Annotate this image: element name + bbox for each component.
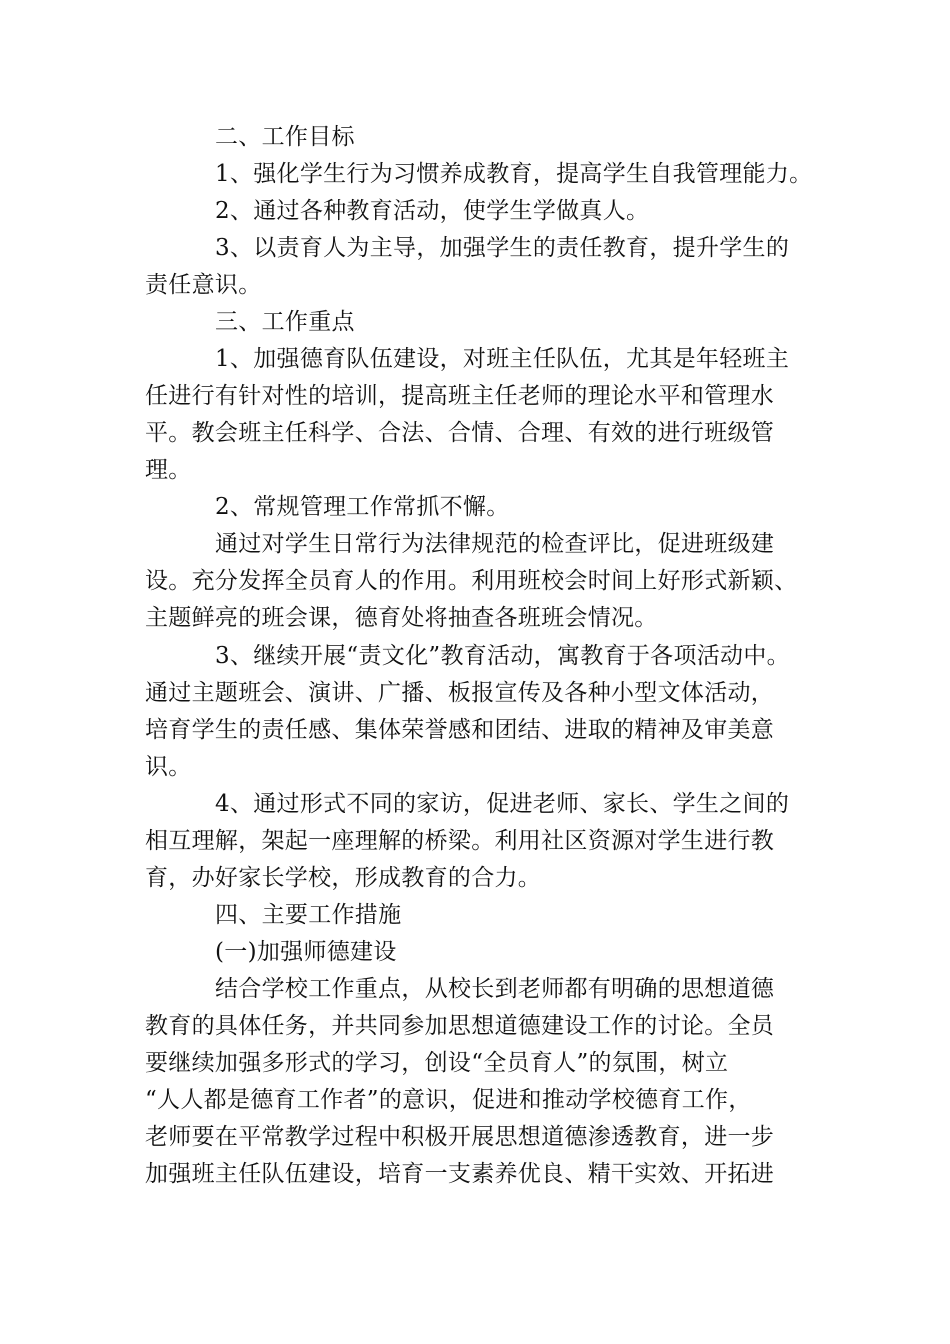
section-heading-goals: 二、工作目标 [215,124,355,150]
paragraph-line: 老师要在平常教学过程中积极开展思想道德渗透教育，进一步 [145,1124,775,1150]
paragraph-line: 要继续加强多形式的学习，创设“全员育人”的氛围，树立 [145,1050,729,1076]
section-heading-measures: 四、主要工作措施 [215,902,402,928]
paragraph-line: 3、以责育人为主导，加强学生的责任教育，提升学生的 [215,235,790,261]
paragraph-line: 2、通过各种教育活动，使学生学做真人。 [215,198,650,224]
subsection-heading: (一)加强师德建设 [215,939,397,965]
paragraph-line: 理。 [145,457,192,483]
paragraph-line: 1、加强德育队伍建设，对班主任队伍，尤其是年轻班主 [215,346,790,372]
paragraph-line: 1、强化学生行为习惯养成教育，提高学生自我管理能力。 [215,161,813,187]
paragraph-line: 结合学校工作重点，从校长到老师都有明确的思想道德 [215,976,775,1002]
paragraph-line: 主题鲜亮的班会课，德育处将抽查各班班会情况。 [145,605,658,631]
paragraph-line: 平。教会班主任科学、合法、合情、合理、有效的进行班级管 [145,420,775,446]
paragraph-line: 育，办好家长学校，形成教育的合力。 [145,865,542,891]
paragraph-line: 4、通过形式不同的家访，促进老师、家长、学生之间的 [215,791,790,817]
paragraph-line: 教育的具体任务，并共同参加思想道德建设工作的讨论。全员 [145,1013,775,1039]
paragraph-line: 通过主题班会、演讲、广播、板报宣传及各种小型文体活动， [145,680,775,706]
section-heading-focus: 三、工作重点 [215,309,355,335]
paragraph-line: “人人都是德育工作者”的意识，促进和推动学校德育工作， [145,1087,752,1113]
paragraph-line: 培育学生的责任感、集体荣誉感和团结、进取的精神及审美意 [145,717,775,743]
paragraph-line: 识。 [145,754,192,780]
paragraph-line: 责任意识。 [145,272,262,298]
paragraph-line: 2、常规管理工作常抓不懈。 [215,494,510,520]
paragraph-line: 任进行有针对性的培训，提高班主任老师的理论水平和管理水 [145,383,775,409]
paragraph-line: 通过对学生日常行为法律规范的检查评比，促进班级建 [215,531,775,557]
paragraph-line: 3、继续开展“责文化”教育活动，寓教育于各项活动中。 [215,643,790,669]
paragraph-line: 加强班主任队伍建设，培育一支素养优良、精干实效、开拓进 [145,1161,775,1187]
paragraph-line: 相互理解，架起一座理解的桥梁。利用社区资源对学生进行教 [145,828,775,854]
paragraph-line: 设。充分发挥全员育人的作用。利用班校会时间上好形式新颖、 [145,568,798,594]
